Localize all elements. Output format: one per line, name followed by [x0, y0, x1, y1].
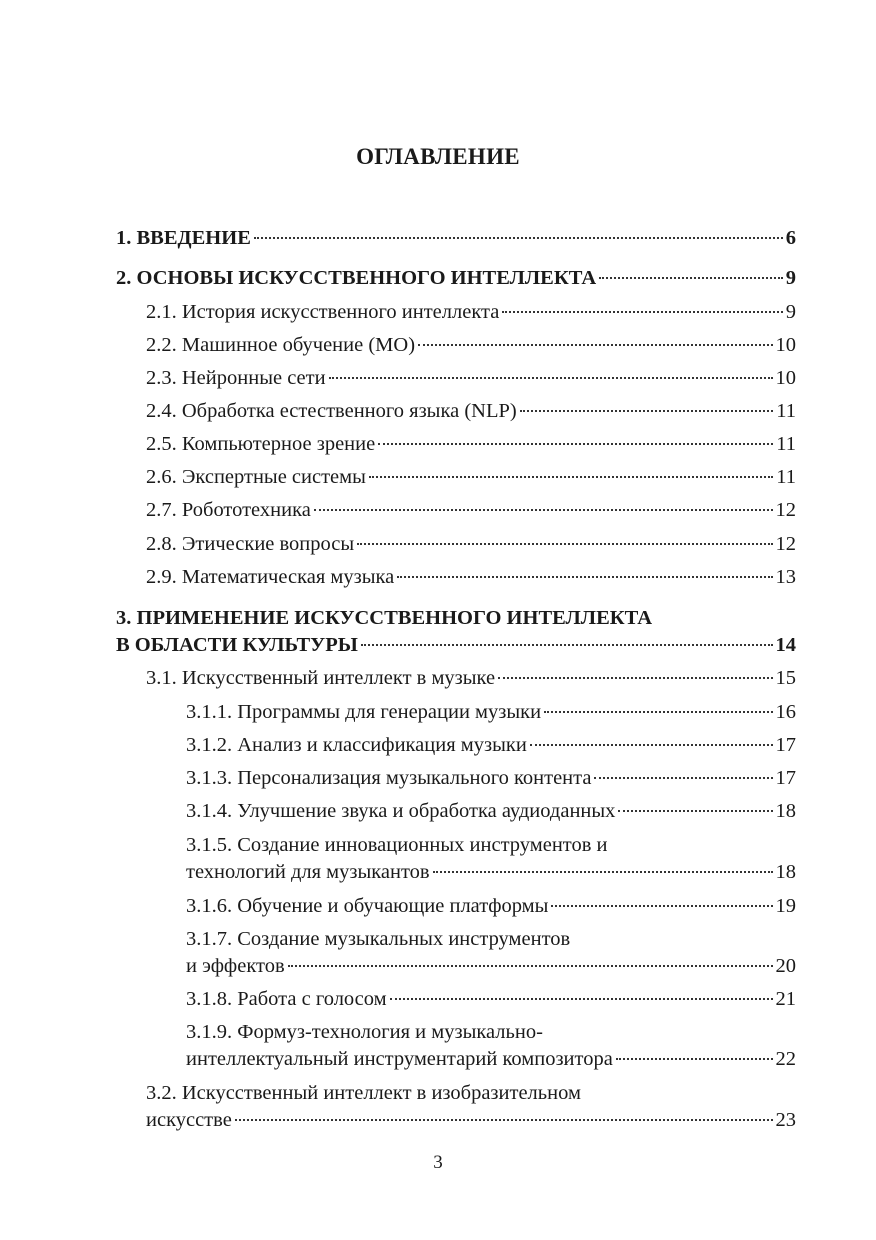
toc-entry-page: 14 — [775, 634, 796, 656]
toc-entry — [116, 264, 796, 292]
toc-entry-title: 3.1.2. Анализ и классификация музыки — [186, 734, 527, 756]
toc-entry-page: 21 — [775, 988, 796, 1010]
toc-entry — [146, 298, 796, 326]
leader-dots — [418, 344, 772, 346]
toc-entry-title: В ОБЛАСТИ КУЛЬТУРЫ — [116, 634, 358, 656]
leader-dots — [520, 410, 774, 412]
leader-dots — [235, 1119, 773, 1121]
leader-dots — [544, 711, 772, 713]
toc-entry — [186, 985, 796, 1013]
toc-entry-title: 3.1.1. Программы для генерации музыки — [186, 701, 542, 723]
toc-entry-title: 1. ВВЕДЕНИЕ — [116, 227, 251, 249]
toc-entry — [186, 698, 796, 726]
toc-entry-title-line1: 3.1.7. Создание музыкальных инструментов — [186, 928, 571, 950]
toc-entry-title: 3.1.3. Персонализация музыкального контента — [186, 767, 592, 789]
leader-dots — [616, 1058, 773, 1060]
toc-entry — [146, 430, 796, 458]
leader-dots — [599, 277, 783, 279]
toc-entry-page: 13 — [775, 566, 796, 588]
leader-dots — [618, 810, 772, 812]
toc-entry-page: 23 — [775, 1109, 796, 1131]
toc-entry — [186, 764, 796, 792]
toc-entry-page: 16 — [775, 701, 796, 723]
toc-entry-title: 2.1. История искусственного интеллекта — [146, 301, 500, 323]
toc-entry-title: 3.1. Искусственный интеллект в музыке — [146, 667, 496, 689]
toc-entry — [146, 397, 796, 425]
leader-dots — [502, 311, 782, 313]
toc-entry — [146, 563, 796, 591]
toc-entry-title: 2.4. Обработка естественного языка (NLP) — [146, 400, 517, 422]
toc-entry-page: 17 — [775, 734, 796, 756]
toc-entry-page: 22 — [775, 1048, 796, 1070]
toc-entry-page: 15 — [775, 667, 796, 689]
leader-dots — [254, 237, 783, 239]
toc-entry — [186, 952, 796, 980]
toc-entry-title: искусстве — [146, 1109, 232, 1131]
toc-entry-title: интеллектуальный инструментарий композитора — [186, 1048, 613, 1070]
leader-dots — [498, 677, 772, 679]
toc-entry-page: 20 — [775, 955, 796, 977]
toc-entry — [146, 364, 796, 392]
toc-entry — [146, 463, 796, 491]
leader-dots — [369, 476, 773, 478]
toc-entry-title: и эффектов — [186, 955, 285, 977]
toc-entry-page: 10 — [775, 367, 796, 389]
toc-entry-page: 9 — [785, 301, 796, 323]
toc-entry-title: 2. ОСНОВЫ ИСКУССТВЕННОГО ИНТЕЛЛЕКТА — [116, 267, 597, 289]
toc-entry-title: 2.6. Экспертные системы — [146, 466, 366, 488]
toc-entry-title: 2.9. Математическая музыка — [146, 566, 395, 588]
toc-entry-title-line1: 3.1.5. Создание инновационных инструментов и — [186, 834, 608, 856]
toc-entry — [186, 858, 796, 886]
leader-dots — [433, 871, 773, 873]
leader-dots — [314, 509, 773, 511]
toc-entry-title: 2.7. Робототехника — [146, 499, 311, 521]
toc-entry-title: 2.3. Нейронные сети — [146, 367, 326, 389]
toc-entry-page: 18 — [775, 800, 796, 822]
toc-entry-page: 12 — [775, 533, 796, 555]
toc-entry-page: 10 — [775, 334, 796, 356]
toc-entry — [186, 731, 796, 759]
toc-entry-title: 3.1.8. Работа с голосом — [186, 988, 387, 1010]
toc-entry — [116, 224, 796, 252]
toc-entry-title: 2.5. Компьютерное зрение — [146, 433, 376, 455]
toc-entry-title: 3.1.4. Улучшение звука и обработка аудиоданных — [186, 800, 616, 822]
toc-entry-page: 18 — [775, 861, 796, 883]
toc-entry-page: 11 — [776, 400, 796, 422]
toc-entry-page: 19 — [775, 895, 796, 917]
toc-entry-page: 11 — [776, 433, 796, 455]
toc-entry-title-line1: 3.1.9. Формуз-технология и музыкально- — [186, 1021, 543, 1043]
toc-entry-title: 2.8. Этические вопросы — [146, 533, 355, 555]
leader-dots — [329, 377, 773, 379]
leader-dots — [551, 905, 772, 907]
toc-entry — [146, 496, 796, 524]
toc-entry — [186, 797, 796, 825]
leader-dots — [390, 998, 773, 1000]
toc-entry — [186, 1045, 796, 1073]
toc-entry-page: 9 — [785, 267, 796, 289]
leader-dots — [594, 777, 772, 779]
toc-entry — [146, 1106, 796, 1134]
toc-entry-title: 2.2. Машинное обучение (МО) — [146, 334, 416, 356]
toc-entry-page: 12 — [775, 499, 796, 521]
leader-dots — [378, 443, 773, 445]
page-number: 3 — [433, 1152, 443, 1173]
toc-entry-page: 6 — [785, 227, 796, 249]
toc-entry — [116, 631, 796, 659]
leader-dots — [357, 543, 772, 545]
toc-entry-title-line1: 3. ПРИМЕНЕНИЕ ИСКУССТВЕННОГО ИНТЕЛЛЕКТА — [116, 607, 653, 629]
toc-entry-title-line1: 3.2. Искусственный интеллект в изобразительном — [146, 1082, 581, 1104]
leader-dots — [397, 576, 772, 578]
toc-entry-page: 11 — [776, 466, 796, 488]
toc-entry — [146, 664, 796, 692]
toc-entry — [146, 530, 796, 558]
toc-entry — [146, 331, 796, 359]
toc-entry-title: технологий для музыкантов — [186, 861, 430, 883]
toc-entry-title: 3.1.6. Обучение и обучающие платформы — [186, 895, 549, 917]
page-title: ОГЛАВЛЕНИЕ — [356, 144, 520, 169]
leader-dots — [530, 744, 773, 746]
leader-dots — [288, 965, 773, 967]
toc-entry-page: 17 — [775, 767, 796, 789]
leader-dots — [361, 644, 773, 646]
toc-entry — [186, 892, 796, 920]
